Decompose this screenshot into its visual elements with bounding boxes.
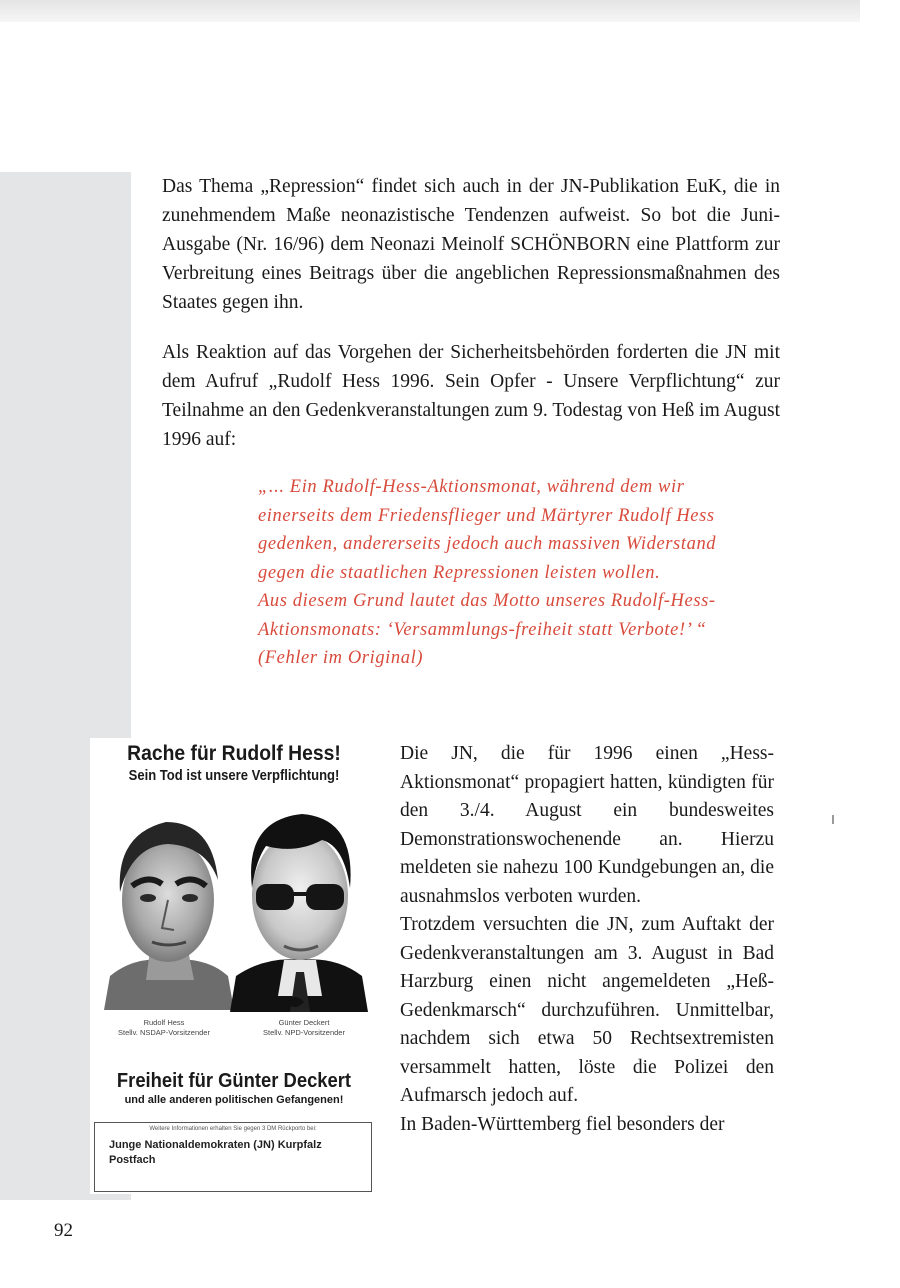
- paragraph-reaction: Als Reaktion auf das Vorgehen der Sicherheitsbehörden forderten die JN mit dem Aufruf „Rudolf Hess 1996. Sein Opfer - Unsere Verpflichtung“ zur Teilnahme an den Gedenkveranstaltungen zum 9. Todestag von Heß im August 1996 auf:: [162, 342, 780, 450]
- quote-text-2: Aus diesem Grund lautet das Motto unseres Rudolf-Hess-Aktionsmonats: ‘Versammlungs-freiheit statt Verbote!’ “: [258, 591, 716, 640]
- poster-contact-box: [94, 1122, 372, 1192]
- paragraph-repression: Das Thema „Repression“ findet sich auch in der JN-Publikation EuK, die in zunehmendem Maße neonazistische Tendenzen aufweist. So bot die Juni-Ausgabe (Nr. 16/96) dem Neonazi Meinolf SCHÖNBORN eine Plattform zur Verbreitung eines Beitrags über die angeblichen Repressionsmaßnahmen des Staates gegen ihn.: [162, 176, 780, 313]
- scan-mark: [832, 815, 834, 824]
- right-column: [400, 740, 774, 1139]
- portrait-right: [226, 796, 372, 1012]
- quote-block: [258, 473, 718, 673]
- poster-headline: Rache für Rudolf Hess!: [127, 742, 341, 765]
- poster-image: [90, 738, 378, 1194]
- portrait-left: [96, 800, 240, 1010]
- scan-top-edge: [0, 0, 860, 22]
- quote-text-1: „... Ein Rudolf-Hess-Aktionsmonat, während dem wir einerseits dem Friedensflieger und Märtyrer Rudolf Hess gedenken, andererseits jedoch auch massiven Widerstand gegen die staatlichen Repressionen leisten wollen.: [258, 477, 717, 583]
- contact-postfach: Postfach: [109, 1154, 156, 1166]
- contact-org: Junge Nationaldemokraten (JN) Kurpfalz: [109, 1139, 322, 1151]
- caption-left: [96, 1018, 232, 1038]
- paragraph-baden-wuerttemberg: In Baden-Württemberg fiel besonders der: [400, 1113, 725, 1135]
- caption-left-role: Stellv. NSDAP-Vorsitzender: [118, 1028, 210, 1037]
- paragraph-bad-harzburg: Trotzdem versuchten die JN, zum Auftakt der Gedenkveranstaltungen am 3. August in Bad Harzburg einen nicht angemeldeten „Heß-Gedenkmarsch“ durchzuführen. Unmittelbar, nachdem sich etwa 50 Rechtsextremisten versammelt hatten, löste die Polizei den Aufmarsch jedoch auf.: [400, 914, 774, 1106]
- paragraph-hess-month: Die JN, die für 1996 einen „Hess-Aktionsmonat“ propagiert hatten, kündigten für den 3./4. August ein bundesweites Demonstrationswochenende an. Hierzu meldeten sie nahezu 100 Kundgebungen an, die ausnahmslos verboten wurden.: [400, 743, 774, 907]
- quote-note: (Fehler im Original): [258, 648, 424, 668]
- poster-subheadline: Sein Tod ist unsere Verpflichtung!: [128, 768, 340, 784]
- contact-address: [109, 1138, 359, 1168]
- contact-small-print: Weitere Informationen erhalten Sie gegen 3 DM Rückporto bei:: [149, 1126, 317, 1132]
- poster-slogan-sub: und alle anderen politischen Gefangenen!: [124, 1094, 344, 1106]
- caption-right-name: Günter Deckert: [278, 1018, 330, 1027]
- caption-right-role: Stellv. NPD-Vorsitzender: [263, 1028, 345, 1037]
- page-number: 92: [54, 1220, 73, 1241]
- caption-right: [236, 1018, 372, 1038]
- insignia-icon: [284, 992, 306, 1012]
- poster-slogan: Freiheit für Günter Deckert: [116, 1070, 352, 1092]
- caption-left-name: Rudolf Hess: [143, 1018, 185, 1027]
